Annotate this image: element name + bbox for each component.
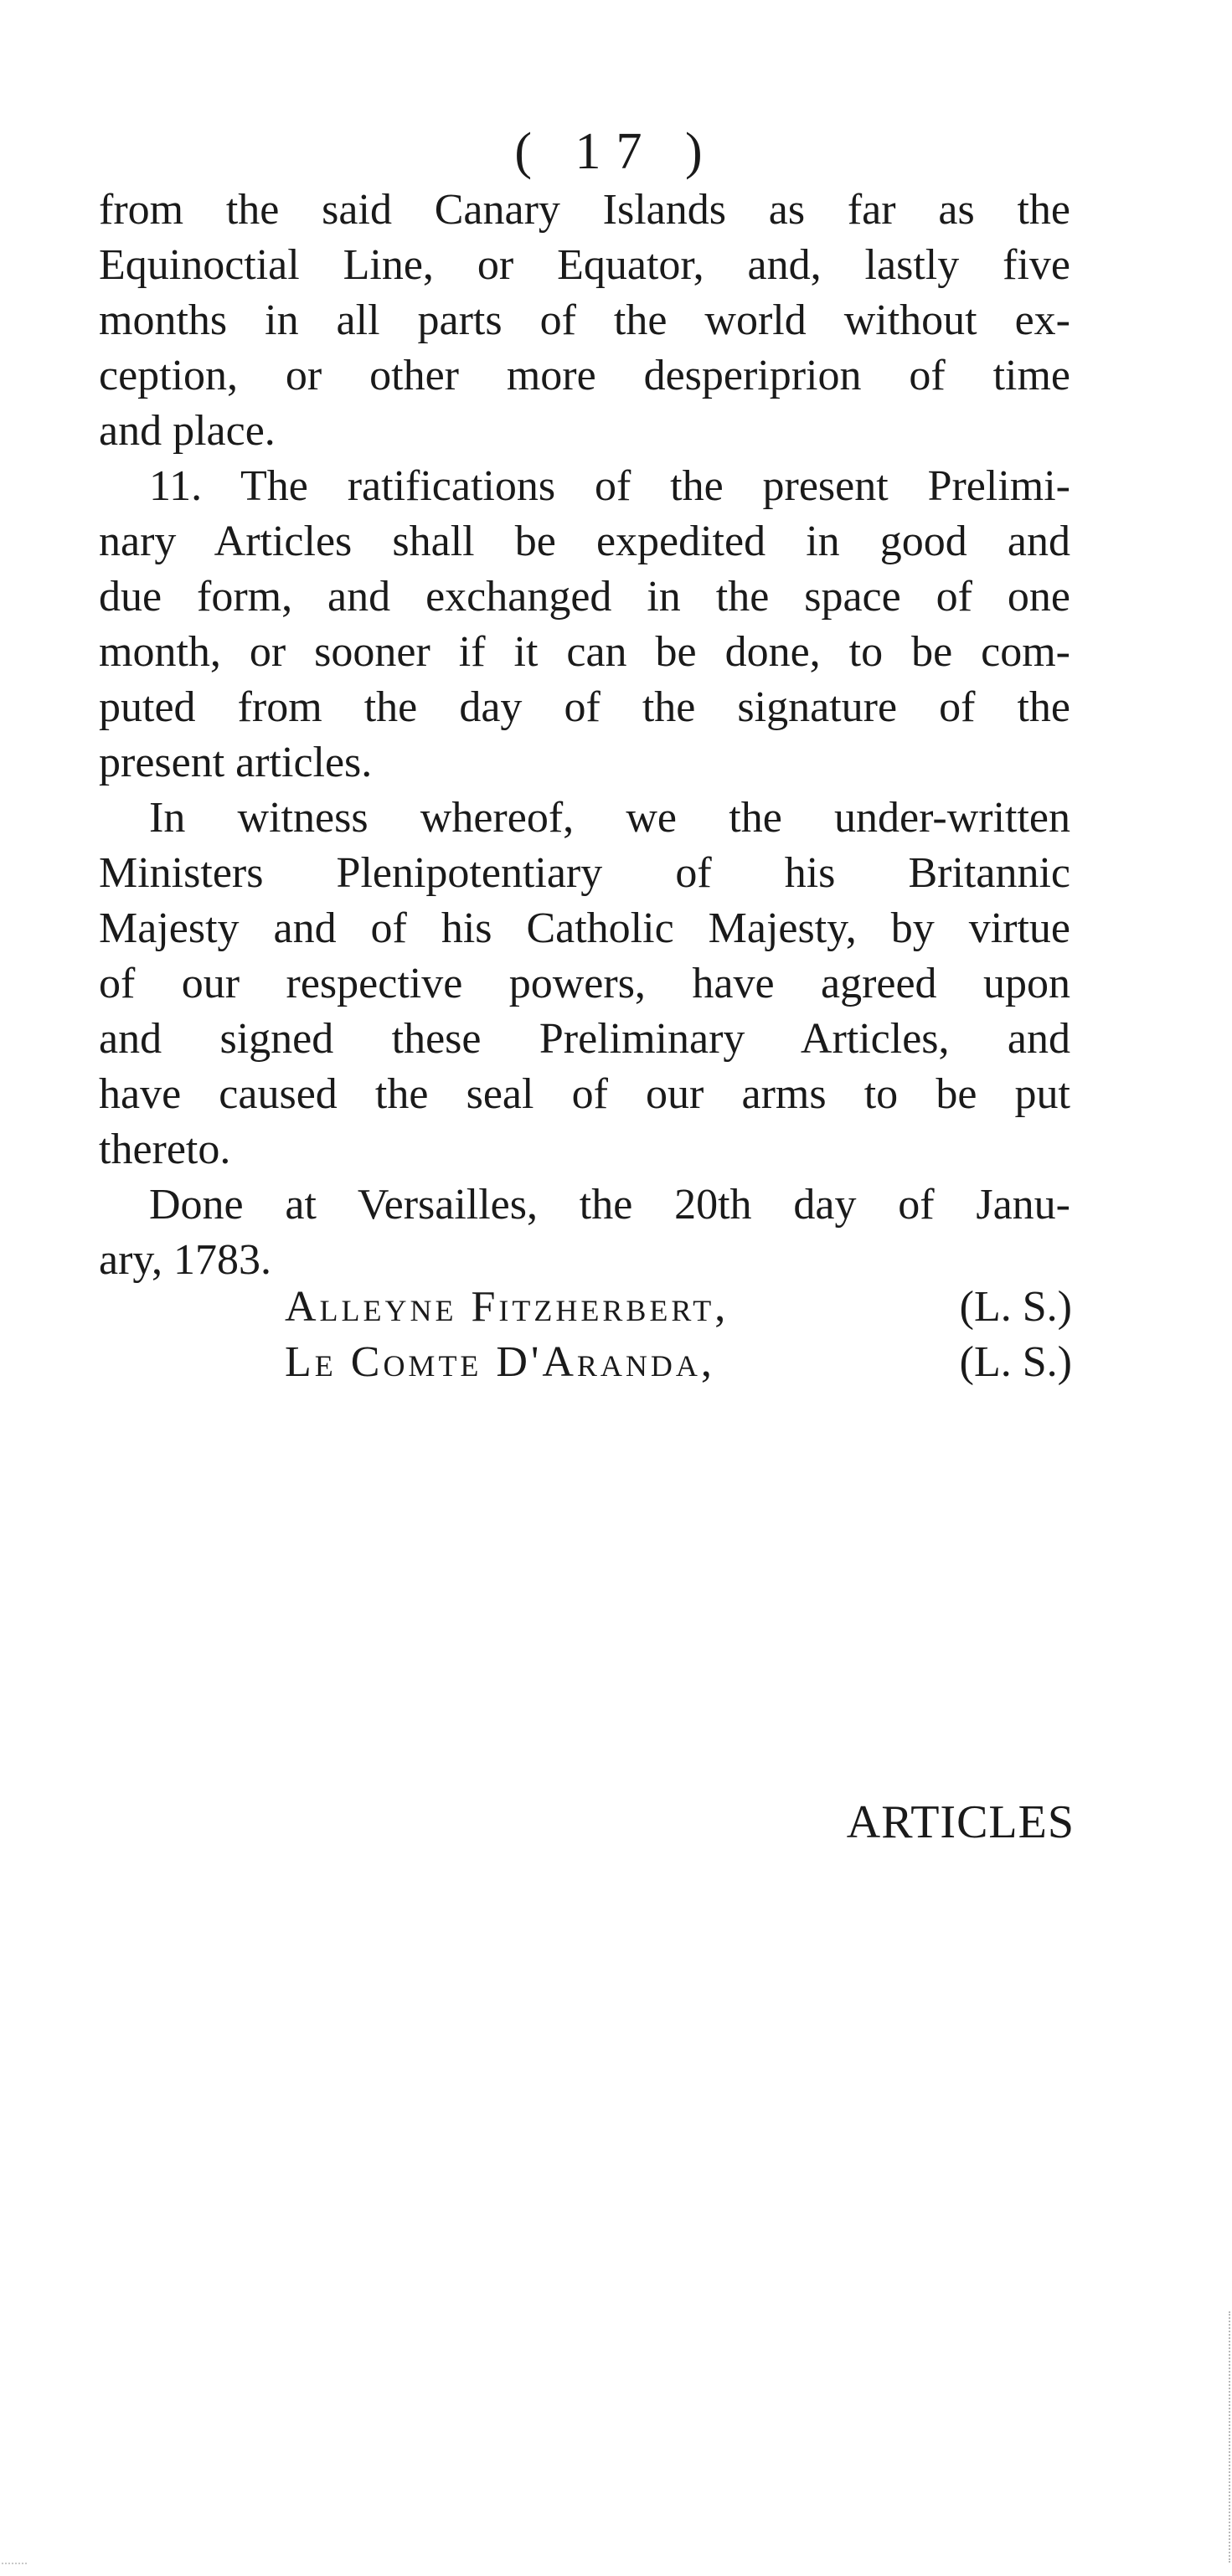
- text-line: month, or sooner if it can be done, to be com-: [99, 628, 1070, 676]
- signature-line: [285, 1280, 1072, 1335]
- text-line: puted from the day of the signature of the: [99, 683, 1070, 731]
- scan-edge-mark: [1227, 2311, 1230, 2563]
- signatory-name: Alleyne Fitzherbert,: [285, 1283, 729, 1331]
- body-text: [99, 183, 1070, 1288]
- seal-mark: (L. S.): [959, 1283, 1072, 1331]
- text-line: nary Articles shall be expedited in good and: [99, 518, 1070, 565]
- text-line: Equinoctial Line, or Equator, and, lastly five: [99, 241, 1070, 289]
- text-line: Majesty and of his Catholic Majesty, by virtue: [99, 904, 1070, 952]
- text-line: months in all parts of the world without ex-: [99, 296, 1070, 344]
- text-line: due form, and exchanged in the space of one: [99, 573, 1070, 621]
- text-line: and place.: [99, 407, 276, 455]
- text-line: Ministers Plenipotentiary of his Britannic: [99, 849, 1070, 897]
- text-line: ception, or other more desperiprion of time: [99, 352, 1070, 399]
- text-line: and signed these Preliminary Articles, and: [99, 1015, 1070, 1063]
- signatory-name: Le Comte D'Aranda,: [285, 1338, 715, 1386]
- scan-corner-mark: [2, 2563, 27, 2566]
- text-line: ary, 1783.: [99, 1236, 272, 1284]
- text-line: thereto.: [99, 1126, 231, 1173]
- text-line: Done at Versailles, the 20th day of Janu-: [149, 1181, 1070, 1229]
- signature-line: [285, 1335, 1072, 1390]
- page-number: ( 17 ): [514, 123, 718, 180]
- seal-mark: (L. S.): [959, 1338, 1072, 1386]
- text-line: have caused the seal of our arms to be put: [99, 1070, 1070, 1118]
- catchword: ARTICLES: [846, 1796, 1075, 1848]
- text-line: from the said Canary Islands as far as the: [99, 186, 1070, 234]
- text-line: of our respective powers, have agreed upon: [99, 960, 1070, 1007]
- text-line: present articles.: [99, 739, 373, 786]
- signature-block: [285, 1280, 1072, 1390]
- text-line: 11. The ratifications of the present Prelimi-: [149, 462, 1070, 510]
- text-line: In witness whereof, we the under-written: [149, 794, 1070, 842]
